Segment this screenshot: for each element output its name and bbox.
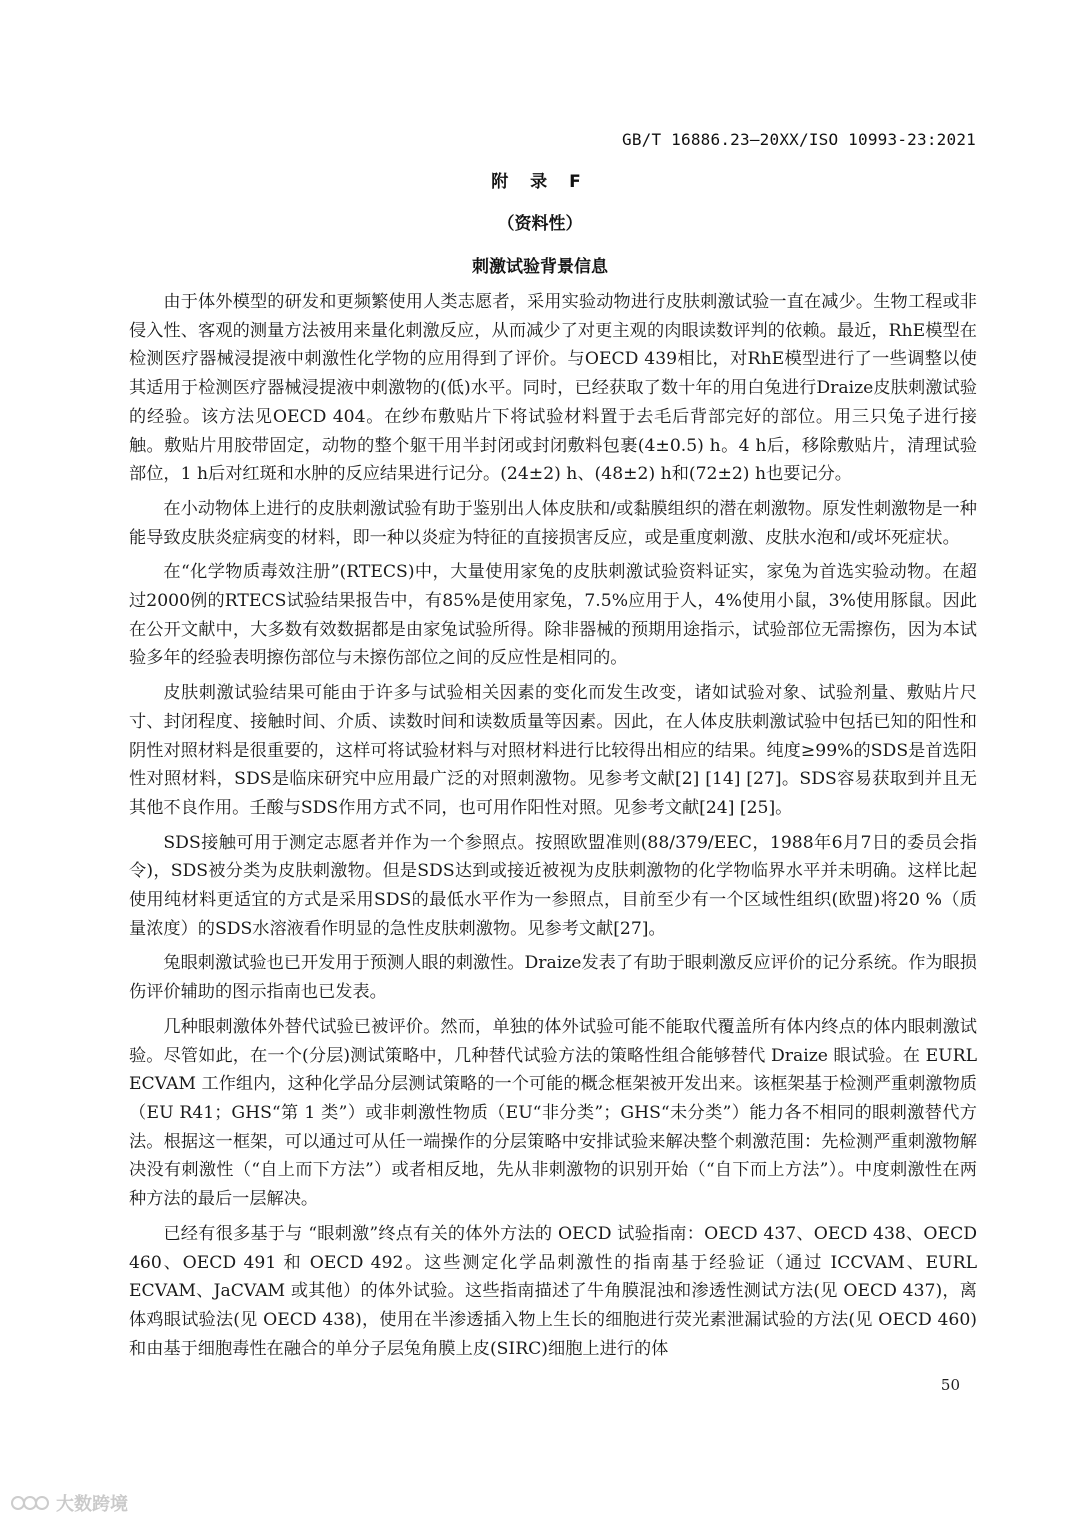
- brand-name: 大数跨境: [56, 1494, 128, 1515]
- paragraph-5: SDS接触可用于测定志愿者并作为一个参照点。按照欧盟准则(88/379/EEC，1988年6月7日的委员会指令)，SDS被分类为皮肤刺激物。但是SDS达到或接近被视为皮肤刺激物的化学物临界水平并未明确。这样比起使用纯材料更适宜的方式是采用SDS的最低水平作为一参照点，目前至少有一个区域性组织(欧盟)将20 %（质量浓度）的SDS水溶液看作明显的急性皮肤刺激物。见参考文献[27]。: [129, 832, 977, 939]
- body-text: [129, 288, 977, 1369]
- paragraph-1: 由于体外模型的研发和更频繁使用人类志愿者，采用实验动物进行皮肤刺激试验一直在减少。生物工程或非侵入性、客观的测量方法被用来量化刺激反应，从而减少了对更主观的肉眼读数评判的依赖。最近，RhE模型在检测医疗器械浸提液中刺激性化学物的应用得到了评价。与OECD 439相比，对RhE模型进行了一些调整以使其适用于检测医疗器械浸提液中刺激物的(低)水平。同时，已经获取了数十年的用白兔进行Draize皮肤刺激试验的经验。该方法见OECD 404。在纱布敷贴片下将试验材料置于去毛后背部完好的部位。用三只兔子进行接触。敷贴片用胶带固定，动物的整个躯干用半封闭或封闭敷料包裹(4±0.5) h。4 h后，移除敷贴片，清理试验部位，1 h后对红斑和水肿的反应结果进行记分。(24±2) h、(48±2) h和(72±2) h也要记分。: [129, 292, 977, 485]
- brand-logo: [10, 1490, 128, 1516]
- standard-code: GB/T 16886.23—20XX/ISO 10993-23:2021: [622, 130, 976, 149]
- paragraph-7: 几种眼刺激体外替代试验已被评价。然而，单独的体外试验可能不能取代覆盖所有体内终点的体内眼刺激试验。尽管如此，在一个(分层)测试策略中，几种替代试验方法的策略性组合能够替代 Draize 眼试验。在 EURL ECVAM 工作组内，这种化学品分层测试策略的一个可能的概念框架被开发出来。该框架基于检测严重刺激物质（EU R41；GHS“第 1 类”）或非刺激性物质（EU“非分类”；GHS“未分类”）能力各不相同的眼刺激替代方法。根据这一框架，可以通过可从任一端操作的分层策略中安排试验来解决整个刺激范围：先检测严重刺激物解决没有刺激性（“自上而下方法”）或者相反地，先从非刺激物的识别开始（“自下而上方法”）。中度刺激性在两种方法的最后一层解决。: [129, 1016, 977, 1210]
- paragraph-3: 在“化学物质毒效注册”(RTECS)中，大量使用家兔的皮肤刺激试验资料证实，家兔为首选实验动物。在超过2000例的RTECS试验结果报告中，有85%是使用家兔，7.5%应用于人，4%使用小鼠，3%使用豚鼠。因此在公开文献中，大多数有效数据都是由家兔试验所得。除非器械的预期用途指示，试验部位无需擦伤，因为本试验多年的经验表明擦伤部位与未擦伤部位之间的反应性是相同的。: [129, 562, 977, 669]
- appendix-type: （资料性）: [497, 214, 583, 234]
- appendix-title: 附 录 F: [491, 172, 589, 192]
- paragraph-8: 已经有很多基于与 “眼刺激”终点有关的体外方法的 OECD 试验指南：OECD 437、OECD 438、OECD 460、OECD 491 和 OECD 492。这些测定化学品刺激性的指南基于经验证（通过 ICCVAM、EURL ECVAM、JaCVAM 或其他）的体外试验。这些指南描述了牛角膜混浊和渗透性测试方法(见 OECD 437)，离体鸡眼试验法(见 OECD 438)，使用在半渗透插入物上生长的细胞进行荧光素泄漏试验的方法(见 OECD 460) 和由基于细胞毒性在融合的单分子层兔角膜上皮(SIRC)细胞上进行的体: [129, 1223, 977, 1359]
- brand-logo-icon: [10, 1492, 50, 1514]
- paragraph-6: 兔眼刺激试验也已开发用于预测人眼的刺激性。Draize发表了有助于眼刺激反应评价的记分系统。作为眼损伤评价辅助的图示指南也已发表。: [129, 953, 977, 1003]
- appendix-heading: 刺激试验背景信息: [472, 257, 608, 277]
- paragraph-2: 在小动物体上进行的皮肤刺激试验有助于鉴别出人体皮肤和/或黏膜组织的潜在刺激物。原发性刺激物是一种能导致皮肤炎症病变的材料，即一种以炎症为特征的直接损害反应，或是重度刺激、皮肤水泡和/或坏死症状。: [129, 498, 977, 548]
- page-number: 50: [940, 1376, 960, 1394]
- paragraph-4: 皮肤刺激试验结果可能由于许多与试验相关因素的变化而发生改变，诸如试验对象、试验剂量、敷贴片尺寸、封闭程度、接触时间、介质、读数时间和读数质量等因素。因此，在人体皮肤刺激试验中包括已知的阳性和阴性对照材料是很重要的，这样可将试验材料与对照材料进行比较得出相应的结果。纯度≥99%的SDS是首选阳性对照材料，SDS是临床研究中应用最广泛的对照刺激物。见参考文献[2] [14] [27]。SDS容易获取到并且无其他不良作用。壬酸与SDS作用方式不同，也可用作阳性对照。见参考文献[24] [25]。: [129, 683, 977, 818]
